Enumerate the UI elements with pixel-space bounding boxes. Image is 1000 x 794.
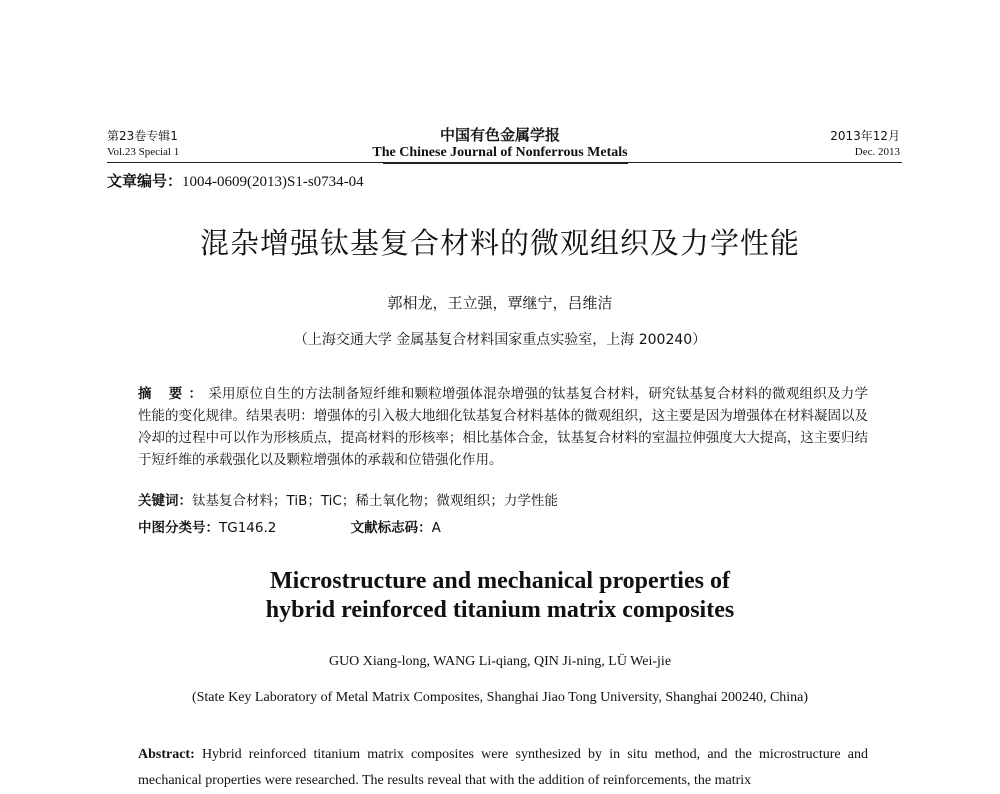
classification-label: 中图分类号：	[138, 520, 219, 536]
date-cn: 2013年12月	[830, 129, 900, 143]
doc-code-label: 文献标志码：	[350, 520, 432, 536]
title-en	[0, 567, 1000, 625]
abstract-cn-text: 采用原位自生的方法制备短纤维和颗粒增强体混杂增强的钛基复合材料，研究钛基复合材料的微观组织及力学性能的变化规律。结果表明：增强体的引入极大地细化钛基复合材料基体的微观组织，这主要是因为增强体在材料凝固以及冷却的过程中可以作为形核质点，提高材料的形核率；相比基体合金，钛基复合材料的室温拉伸强度大大提高，这主要归结于短纤维的承载强化以及颗粒增强体的承载和位错强化作用。	[138, 386, 869, 468]
authors-cn: 郭相龙，王立强，覃继宁，吕维洁	[387, 294, 613, 312]
keywords-cn-label: 关键词：	[138, 493, 192, 509]
title-en-line1: Microstructure and mechanical properties of	[270, 568, 730, 594]
article-number-value: 1004-0609(2013)S1-s0734-04	[182, 174, 364, 190]
affiliation-cn: （上海交通大学 金属基复合材料国家重点实验室，上海 200240）	[293, 332, 707, 348]
header-rule-accent	[383, 162, 628, 164]
abstract-en	[138, 742, 868, 794]
title-en-line2: hybrid reinforced titanium matrix composites	[265, 597, 735, 623]
abstract-cn	[138, 383, 868, 471]
abstract-cn-label: 摘 要：	[138, 386, 209, 402]
abstract-en-label: Abstract:	[138, 747, 195, 762]
volume-cn: 第23卷专辑1	[107, 129, 178, 143]
keywords-cn-text: 钛基复合材料；TiB；TiC；稀土氧化物；微观组织；力学性能	[192, 493, 558, 509]
classification-value: TG146.2	[219, 520, 277, 536]
date-en: Dec. 2013	[854, 146, 900, 158]
journal-title-cn: 中国有色金属学报	[439, 126, 560, 144]
article-number	[107, 170, 364, 191]
abstract-en-text: Hybrid reinforced titanium matrix composites were synthesized by in situ method, and the microstructure and mechanical properties were researched. The results reveal that with the addition of reinforcements, the matrix	[138, 747, 868, 788]
authors-en: GUO Xiang-long, WANG Li-qiang, QIN Ji-ning, LÜ Wei-jie	[328, 654, 672, 669]
title-cn: 混杂增强钛基复合材料的微观组织及力学性能	[199, 226, 800, 260]
doc-code-value: A	[431, 520, 441, 536]
journal-title-en: The Chinese Journal of Nonferrous Metals	[372, 145, 628, 160]
affiliation-en: (State Key Laboratory of Metal Matrix Composites, Shanghai Jiao Tong University, Shanghai 200240, China)	[191, 690, 809, 705]
keywords-cn	[138, 489, 558, 509]
classification-row	[138, 516, 441, 536]
article-number-label: 文章编号：	[107, 172, 183, 190]
volume-en: Vol.23 Special 1	[107, 146, 180, 158]
